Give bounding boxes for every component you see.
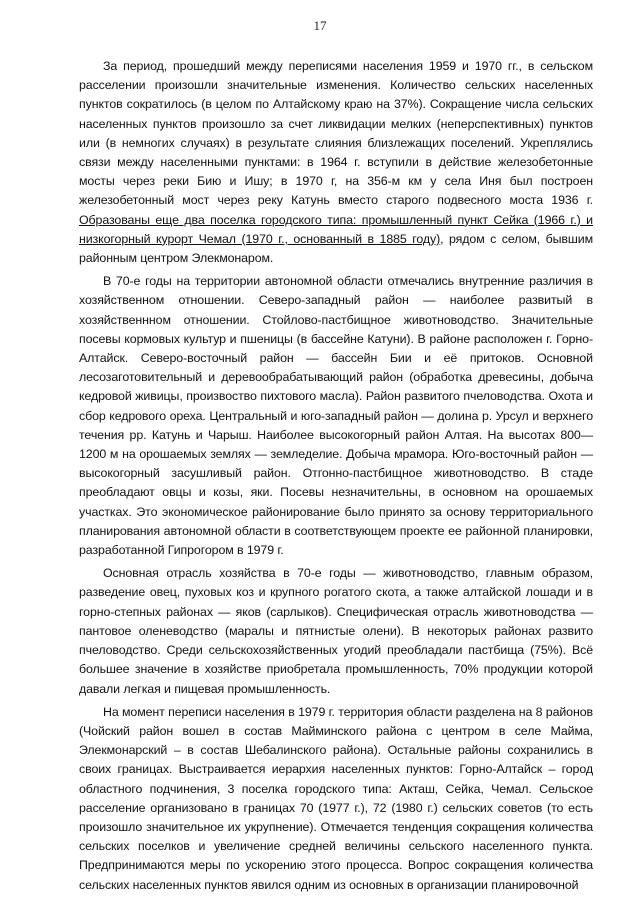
paragraph-text: На момент переписи населения в 1979 г. территория области разделена на 8 районов (Чойский район вошел в состав Майминского района с центром в селе Майма, Элекмонарский – в состав Шебалинского района). Остальные районы сохранились в своих границах. Выстраивается иерархия населенных пунктов: Горно-Алтайск – город областного подчинения, 3 поселка городского типа: Акташ, Сейка, Чемал. Сельское расселение организовано в границах 70 (1977 г.), 72 (1980 г.) сельских советов (то есть произошло значительное их укрупнение). Отмечается тенденция сокращения количества сельских поселков и увеличение средней величины сельского населенного пункта. Предпринимаются меры по ускорению этого процесса. Вопрос сокращения количества сельских населенных пунктов явился одним из основных в организации планировочной	[79, 704, 593, 892]
paragraph-text: За период, прошедший между переписями населения 1959 и 1970 гг., в сельском расселении произошли значительные изменения. Количество сельских населенных пунктов сократилось (в целом по Алтайскому краю на 37%). Сокращение числа сельских населенных пунктов произошло за счет ликвидации мелких (неперспективных) пунктов или (в немногих случаях) в результате слияния близлежащих поселений. Укреплялись связи между населенными пунктами: в 1964 г. вступили в действие железобетонные мосты через реки Бию и Ишу; в 1970 г, на 356-м км у села Иня был построен железобетонный мост через реку Катунь вместо старого подвесного моста 1936 г.	[79, 59, 593, 208]
underlined-text: Образованы еще два поселка городского типа: промышленный пункт Сейка (1966 г.) и низкогорный курорт Чемал (1970 г., основанный в 1885 году)	[79, 212, 593, 246]
document-body	[79, 57, 593, 899]
paragraph	[79, 703, 593, 895]
paragraph	[79, 564, 593, 698]
paragraph	[79, 57, 593, 268]
page-number: 17	[313, 18, 327, 33]
paragraph-text: , рядом с селом, бывшим районным центром Элекмонаром.	[79, 231, 593, 266]
paragraph-text: Основная отрасль хозяйства в 70-е годы — животноводство, главным образом, разведение овец, пуховых коз и крупного рогатого скота, а также алтайской лошади и в горно-степных районах — яков (сарлыков). Специфическая отрасль животноводства — пантовое оленеводство (маралы и пятнистые олени). В некоторых районах развито пчеловодство. Среди сельскохозяйственных угодий преобладали пастбища (75%). Всё большее значение в хозяйстве приобретала промышленность, 70% продукции которой давали легкая и пищевая промышленность.	[79, 566, 593, 696]
paragraph-text: В 70-е годы на территории автономной области отмечались внутренние различия в хозяйственном отношении. Северо-западный район — наиболее развитый в хозяйственнном отношении. Стойлово-пастбищное животноводство. Значительные посевы кормовых культур и пшеницы (в бассейне Катуни). В районе расположен г. Горно-Алтайск. Северо-восточный район — бассейн Бии и её притоков. Основной лесозаготовительный и деревообрабатывающий район (обработка древесины, добыча кедровой живицы, произвоство пихтового масла). Район развитого пчеловодства. Охота и сбор кедрового ореха. Центральный и юго-западный район — долина р. Урсул и верхнего течения рр. Катунь и Чарыш. Наиболее высокогорный район Алтая. На высотах 800—1200 м на орошаемых землях — земледелие. Добыча мрамора. Юго-восточный район — высокогорный засушливый район. Отгонно-пастбищное животноводство. В стаде преобладают овцы и козы, яки. Посевы незначительны, в основном на орошаемых участках. Это экономическое районирование было принято за основу территориального планирования автономной области в соответствующем проекте ее районной планировки, разработанной Гипрогором в 1979 г.	[79, 274, 593, 558]
paragraph	[79, 272, 593, 560]
